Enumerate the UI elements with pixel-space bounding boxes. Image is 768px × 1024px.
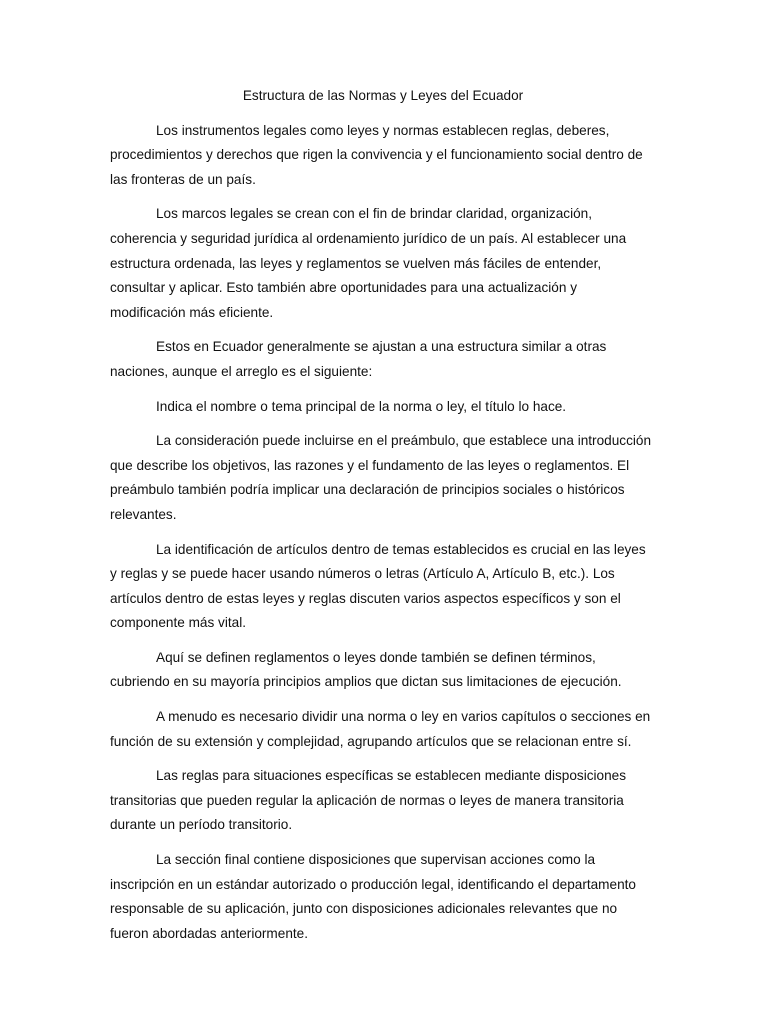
paragraph-5-text-b: , que establece una introducción que describe los objetivos, las razones y el fundamento de las leyes o reglamentos. El preámbulo también podría implicar una declaración de principios sociales o históricos relevantes.: [110, 433, 652, 522]
paragraph-10-text-a: La: [156, 852, 175, 868]
paragraph-3-text: Estos en Ecuador generalmente se ajustan a una estructura similar a otras naciones, aunque el arreglo es el siguiente:: [110, 339, 607, 379]
paragraph-10-keyword-b: disposiciones adicionales: [351, 901, 506, 917]
paragraph-5-text-a: La consideración puede incluirse en el: [156, 433, 392, 449]
paragraph-10: [110, 848, 656, 946]
paragraph-2: [110, 202, 656, 325]
paragraph-6-text-b: dentro de temas establecidos es crucial en las leyes y reglas y se puede hacer usando números o letras (Artículo A, Artículo B, etc.). Los artículos dentro de estas leyes y reglas discuten varios aspectos específicos y son el componente más vital.: [110, 541, 646, 631]
paragraph-1-text: Los instrumentos legales como leyes y normas establecen reglas, deberes, procedimientos y derechos que rigen la convivencia y el funcionamiento social dentro de las fronteras de un país.: [110, 122, 643, 187]
paragraph-6: [110, 538, 656, 636]
paragraph-5-keyword: preámbulo: [391, 433, 456, 449]
paragraph-3: [110, 335, 656, 384]
paragraph-10-text-c: relevantes que no fueron abordadas anteriormente.: [110, 901, 618, 941]
paragraph-6-keyword: artículos: [276, 541, 328, 557]
paragraph-8: [110, 705, 656, 754]
paragraph-4-text-b: lo hace.: [514, 398, 567, 414]
paragraph-2-text: Los marcos legales se crean con el fin de brindar claridad, organización, coherencia y seguridad jurídica al ordenamiento jurídico de un país. Al establecer una estructura ordenada, las leyes y reglamentos se vuelven más fáciles de entender, consultar y aplicar. Esto también abre oportunidades para una actualización y modificación más eficiente.: [110, 206, 627, 320]
paragraph-9-text-a: Las reglas para situaciones específicas se establecen mediante: [156, 768, 545, 784]
paragraph-9-keyword: disposiciones transitorias: [110, 768, 627, 808]
paragraph-7-text: Aquí se definen reglamentos o leyes donde también se definen términos, cubriendo en su mayoría principios amplios que dictan sus limitaciones de ejecución.: [110, 649, 622, 690]
paragraph-1: [110, 119, 656, 193]
paragraph-9: [110, 764, 656, 838]
paragraph-10-text-b: contiene disposiciones que supervisan acciones como la inscripción en un estándar autorizado o producción legal, identificando el departamento responsable de su aplicación, junto con: [110, 852, 636, 917]
paragraph-4-text-a: Indica el nombre o tema principal de la norma o ley, el: [156, 398, 486, 414]
paragraph-10-keyword-a: sección final: [174, 852, 250, 868]
document-title: Estructura de las Normas y Leyes del Ecuador: [242, 88, 524, 103]
paragraph-8-text-a: A menudo es necesario dividir una norma o ley en varios: [156, 709, 502, 725]
paragraph-6-text-a: La identificación de: [156, 541, 277, 557]
paragraph-8-text-b: en función de su extensión y complejidad, agrupando artículos que se relacionan entre sí.: [110, 709, 651, 749]
paragraph-7: [110, 646, 656, 695]
paragraph-5: [110, 429, 656, 527]
paragraph-4: [110, 395, 656, 420]
document-page: [110, 84, 656, 956]
paragraph-4-keyword: título: [485, 398, 515, 414]
paragraph-9-text-b: que pueden regular la aplicación de normas o leyes de manera transitoria durante un período transitorio.: [110, 792, 624, 833]
paragraph-8-keyword: capítulos o secciones: [501, 709, 632, 725]
